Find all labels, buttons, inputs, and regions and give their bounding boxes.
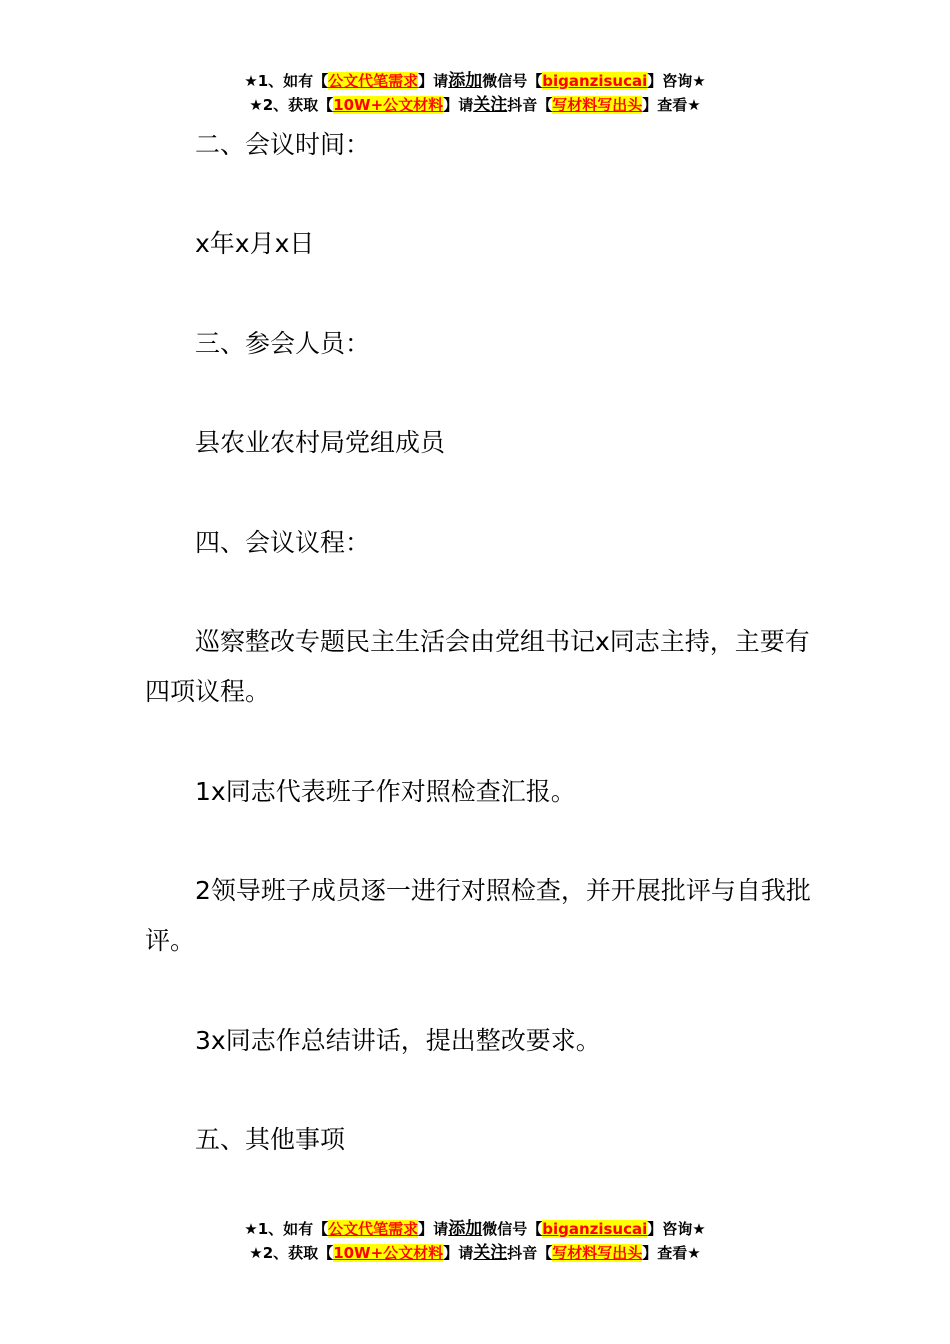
agenda-item-3: 3x同志作总结讲话，提出整改要求。 bbox=[195, 1026, 601, 1055]
section-heading-time: 二、会议时间： bbox=[195, 130, 371, 159]
banner-text: 】查看★ bbox=[642, 1244, 701, 1262]
section-heading-agenda: 四、会议议程： bbox=[195, 528, 371, 557]
agenda-item-1: 1x同志代表班子作对照检查汇报。 bbox=[195, 777, 576, 806]
banner-line-1 bbox=[0, 69, 950, 93]
highlight-text: 10W+公文材料 bbox=[333, 96, 444, 114]
wechat-id: biganzisucai bbox=[542, 72, 648, 90]
banner-text: 】请 bbox=[443, 96, 474, 114]
highlight-text: 写材料写出头 bbox=[552, 96, 643, 114]
attendees-text: 县农业农村局党组成员 bbox=[195, 428, 446, 457]
highlight-text: 公文代笔需求 bbox=[328, 72, 419, 90]
underlined-text: 关注 bbox=[473, 1243, 508, 1263]
underlined-text: 关注 bbox=[473, 95, 508, 115]
banner-line-2 bbox=[0, 93, 950, 117]
banner-text: ★2、获取【 bbox=[249, 1244, 334, 1262]
highlight-text: 写材料写出头 bbox=[552, 1244, 643, 1262]
banner-text: 抖音【 bbox=[507, 96, 553, 114]
underlined-text: 添加 bbox=[448, 1219, 483, 1239]
banner-text: 】咨询★ bbox=[647, 1220, 706, 1238]
meeting-date: x年x月x日 bbox=[195, 229, 315, 258]
section-heading-attendees: 三、参会人员： bbox=[195, 329, 371, 358]
top-banner bbox=[0, 69, 950, 117]
banner-text: 】请 bbox=[418, 1220, 449, 1238]
underlined-text: 添加 bbox=[448, 71, 483, 91]
banner-text: ★1、如有【 bbox=[244, 1220, 329, 1238]
banner-text: 微信号【 bbox=[482, 72, 543, 90]
section-heading-other: 五、其他事项 bbox=[195, 1125, 346, 1154]
banner-line-2 bbox=[0, 1241, 950, 1265]
banner-text: ★2、获取【 bbox=[249, 96, 334, 114]
banner-text: 】查看★ bbox=[642, 96, 701, 114]
highlight-text: 10W+公文材料 bbox=[333, 1244, 444, 1262]
agenda-intro: 巡察整改专题民主生活会由党组书记x同志主持，主要有四项议程。 bbox=[145, 627, 810, 706]
banner-text: 】请 bbox=[418, 72, 449, 90]
agenda-item-2: 2领导班子成员逐一进行对照检查，并开展批评与自我批评。 bbox=[145, 876, 811, 955]
bottom-banner bbox=[0, 1217, 950, 1265]
banner-text: 】请 bbox=[443, 1244, 474, 1262]
wechat-id: biganzisucai bbox=[542, 1220, 648, 1238]
banner-text: ★1、如有【 bbox=[244, 72, 329, 90]
highlight-text: 公文代笔需求 bbox=[328, 1220, 419, 1238]
banner-text: 】咨询★ bbox=[647, 72, 706, 90]
banner-line-1 bbox=[0, 1217, 950, 1241]
banner-text: 微信号【 bbox=[482, 1220, 543, 1238]
banner-text: 抖音【 bbox=[507, 1244, 553, 1262]
